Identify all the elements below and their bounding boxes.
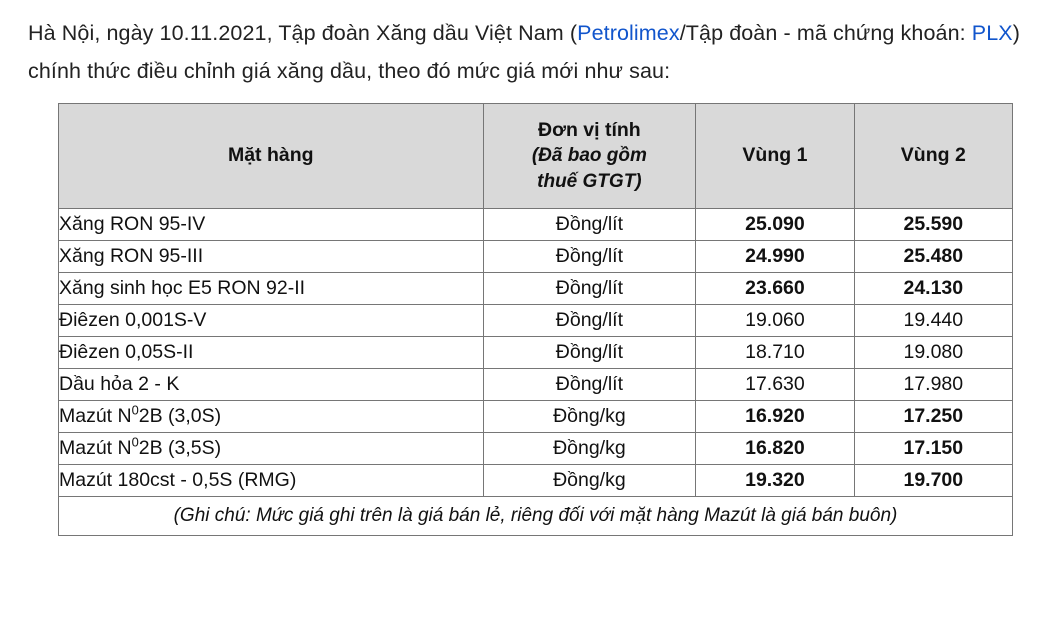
cell-zone1-price: 25.090 bbox=[696, 208, 854, 240]
cell-zone2-price: 17.150 bbox=[854, 432, 1012, 464]
table-note: (Ghi chú: Mức giá ghi trên là giá bán lẻ, riêng đối với mặt hàng Mazút là giá bán buôn) bbox=[59, 496, 1013, 535]
cell-item-suffix: 2B (3,5S) bbox=[138, 436, 222, 459]
cell-zone1-price: 17.630 bbox=[696, 368, 854, 400]
cell-zone2-price: 19.440 bbox=[854, 304, 1012, 336]
cell-zone2-price: 17.980 bbox=[854, 368, 1012, 400]
cell-unit: Đồng/kg bbox=[483, 400, 696, 432]
cell-item: Điêzen 0,001S-V bbox=[59, 304, 484, 336]
cell-zone2-price: 24.130 bbox=[854, 272, 1012, 304]
cell-zone1-price: 23.660 bbox=[696, 272, 854, 304]
table-row bbox=[59, 304, 1013, 336]
cell-zone1-price: 16.920 bbox=[696, 400, 854, 432]
cell-item: Điêzen 0,05S-II bbox=[59, 336, 484, 368]
cell-item-superscript: 0 bbox=[131, 402, 139, 418]
cell-unit: Đồng/lít bbox=[483, 368, 696, 400]
cell-zone1-price: 18.710 bbox=[696, 336, 854, 368]
cell-item: Dầu hỏa 2 - K bbox=[59, 368, 484, 400]
table-body bbox=[59, 208, 1013, 496]
cell-item-prefix: Mazút N bbox=[59, 404, 132, 427]
price-table-wrapper bbox=[58, 103, 1013, 536]
cell-zone1-price: 19.060 bbox=[696, 304, 854, 336]
cell-zone1-price: 24.990 bbox=[696, 240, 854, 272]
column-header-item: Mặt hàng bbox=[59, 103, 484, 208]
intro-text-part2: /Tập đoàn - mã chứng khoán: bbox=[679, 21, 972, 45]
cell-item: Xăng sinh học E5 RON 92-II bbox=[59, 272, 484, 304]
column-header-zone2: Vùng 2 bbox=[854, 103, 1012, 208]
cell-unit: Đồng/lít bbox=[483, 208, 696, 240]
cell-item-prefix: Mazút N bbox=[59, 436, 132, 459]
table-row bbox=[59, 400, 1013, 432]
cell-item: Xăng RON 95-III bbox=[59, 240, 484, 272]
table-row bbox=[59, 208, 1013, 240]
table-row bbox=[59, 432, 1013, 464]
cell-zone2-price: 17.250 bbox=[854, 400, 1012, 432]
table-row bbox=[59, 240, 1013, 272]
cell-zone2-price: 25.590 bbox=[854, 208, 1012, 240]
cell-unit: Đồng/kg bbox=[483, 432, 696, 464]
column-header-unit-sub1: (Đã bao gồm bbox=[531, 145, 647, 167]
intro-text-part3: ) chính thức điều chỉnh giá xăng dầu, theo đó mức giá mới như sau: bbox=[28, 21, 1021, 84]
cell-unit: Đồng/lít bbox=[483, 240, 696, 272]
cell-item-superscript: 0 bbox=[131, 434, 139, 450]
plx-link[interactable]: PLX bbox=[971, 21, 1013, 45]
column-header-unit-main: Đơn vị tính bbox=[538, 118, 641, 141]
cell-zone2-price: 19.080 bbox=[854, 336, 1012, 368]
table-note-row bbox=[59, 496, 1013, 535]
table-row bbox=[59, 336, 1013, 368]
cell-zone1-price: 19.320 bbox=[696, 464, 854, 496]
cell-unit: Đồng/lít bbox=[483, 272, 696, 304]
column-header-unit bbox=[483, 103, 696, 208]
cell-zone2-price: 25.480 bbox=[854, 240, 1012, 272]
table-row bbox=[59, 368, 1013, 400]
cell-unit: Đồng/lít bbox=[483, 304, 696, 336]
price-table bbox=[58, 103, 1013, 536]
table-row bbox=[59, 272, 1013, 304]
table-footer bbox=[59, 496, 1013, 535]
cell-item bbox=[59, 400, 484, 432]
cell-item-suffix: 2B (3,0S) bbox=[138, 404, 222, 427]
column-header-unit-sub2: thuế GTGT) bbox=[537, 170, 642, 192]
cell-unit: Đồng/lít bbox=[483, 336, 696, 368]
cell-item: Xăng RON 95-IV bbox=[59, 208, 484, 240]
cell-zone1-price: 16.820 bbox=[696, 432, 854, 464]
cell-item bbox=[59, 432, 484, 464]
column-header-zone1: Vùng 1 bbox=[696, 103, 854, 208]
petrolimex-link[interactable]: Petrolimex bbox=[577, 21, 680, 45]
table-row bbox=[59, 464, 1013, 496]
intro-text-part1: Hà Nội, ngày 10.11.2021, Tập đoàn Xăng dầu Việt Nam ( bbox=[28, 21, 578, 45]
cell-item: Mazút 180cst - 0,5S (RMG) bbox=[59, 464, 484, 496]
cell-zone2-price: 19.700 bbox=[854, 464, 1012, 496]
table-header-row bbox=[59, 103, 1013, 208]
table-header bbox=[59, 103, 1013, 208]
cell-unit: Đồng/kg bbox=[483, 464, 696, 496]
intro-paragraph bbox=[28, 14, 1025, 91]
